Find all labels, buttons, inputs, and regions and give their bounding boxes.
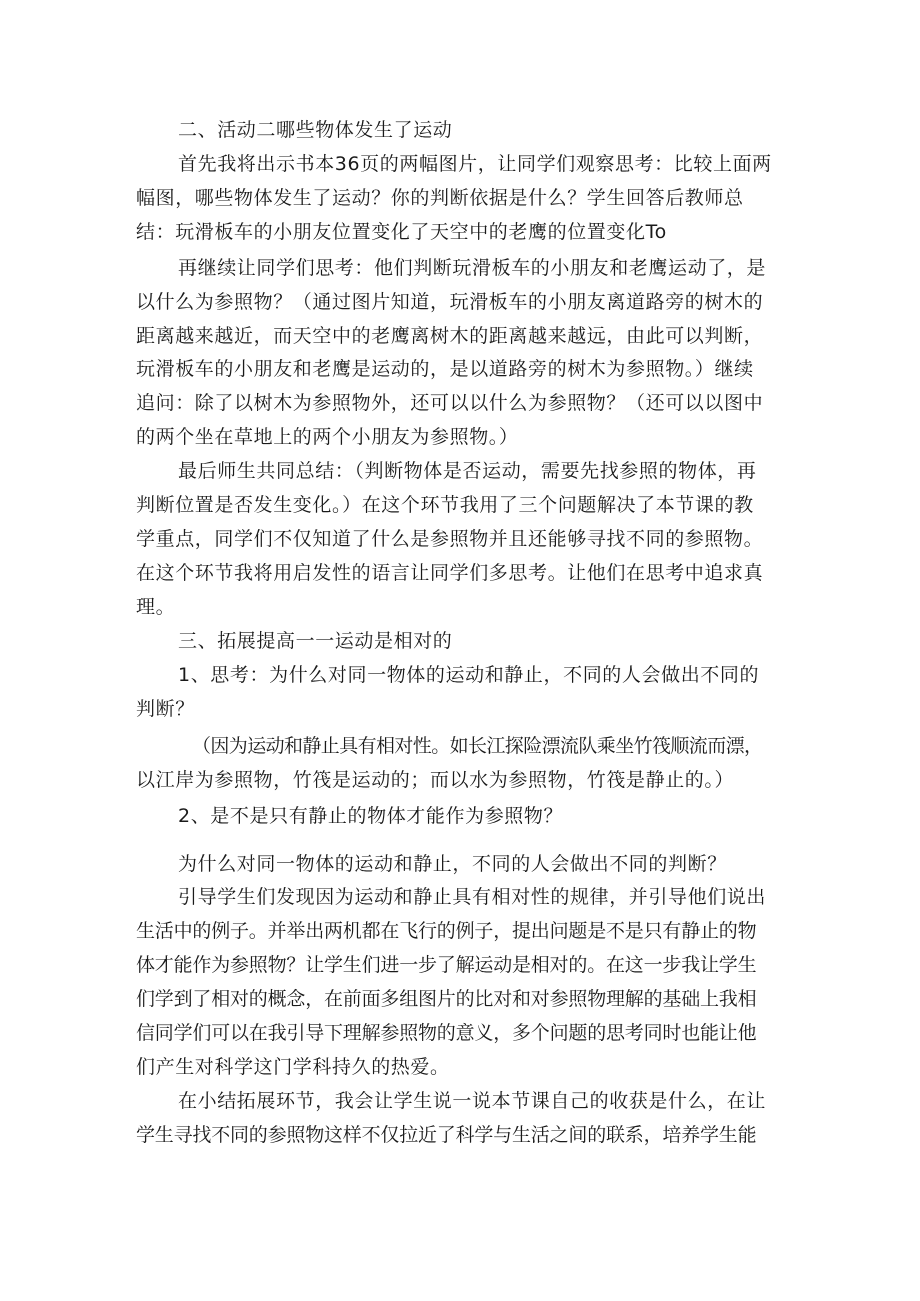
question-line: 2、是不是只有静止的物体才能作为参照物？: [178, 805, 564, 827]
paragraph-line: 首先我将出示书本36页的两幅图片，让同学们观察思考：比较上面两: [178, 153, 772, 175]
paragraph-line: 幅图，哪些物体发生了运动？你的判断依据是什么？学生回答后教师总: [136, 187, 744, 209]
paragraph-line: 判断位置是否发生变化。）在这个环节我用了三个问题解决了本节课的教: [136, 494, 754, 516]
paragraph-line: 以什么为参照物？（通过图片知道，玩滑板车的小朋友离道路旁的树木的: [136, 291, 764, 313]
paragraph-line: 理。: [136, 596, 176, 618]
paragraph-line: 生活中的例子。并举出两机都在飞行的例子，提出问题是不是只有静止的物: [136, 920, 757, 942]
paragraph-line: 的两个坐在草地上的两个小朋友为参照物。）: [136, 426, 519, 448]
paragraph-line: 引导学生们发现因为运动和静止具有相对性的规律，并引导他们说出: [178, 886, 767, 908]
question-line: 判断？: [136, 698, 195, 720]
question-line: 1、思考：为什么对同一物体的运动和静止，不同的人会做出不同的: [178, 664, 760, 686]
paragraph-line: 学生寻找不同的参照物这样不仅拉近了科学与生活之间的联系，培养学生能: [136, 1124, 757, 1146]
paragraph-line: 为什么对同一物体的运动和静止，不同的人会做出不同的判断？: [178, 853, 727, 875]
answer-line: 以江岸为参照物，竹筏是运动的；而以水为参照物，竹筏是静止的。）: [136, 769, 735, 791]
section-heading-extension: 三、拓展提高一一运动是相对的: [178, 630, 453, 652]
paragraph-line: 再继续让同学们思考：他们判断玩滑板车的小朋友和老鹰运动了，是: [178, 257, 767, 279]
paragraph-line: 在小结拓展环节，我会让学生说一说本节课自己的收获是什么，在让: [178, 1090, 767, 1112]
answer-line: （因为运动和静止具有相对性。如长江探险漂流队乘坐竹筏顺流而漂，: [192, 735, 763, 757]
paragraph-line: 们产生对科学这门学科持久的热爱。: [136, 1056, 450, 1078]
paragraph-line: 学重点，同学们不仅知道了什么是参照物并且还能够寻找不同的参照物。: [136, 528, 764, 550]
paragraph-line: 在这个环节我将用启发性的语言让同学们多思考。让他们在思考中追求真: [136, 562, 764, 584]
paragraph-line: 体才能作为参照物？让学生们进一步了解运动是相对的。在这一步我让学生: [136, 954, 757, 976]
paragraph-line: 玩滑板车的小朋友和老鹰是运动的，是以道路旁的树木为参照物。）继续: [136, 358, 754, 380]
paragraph-line: 结：玩滑板车的小朋友位置变化了天空中的老鹰的位置变化To: [136, 221, 667, 243]
paragraph-line: 最后师生共同总结：（判断物体是否运动，需要先找参照的物体，再: [178, 460, 757, 482]
paragraph-line: 距离越来越近，而天空中的老鹰离树木的距离越来越远，由此可以判断，: [136, 325, 764, 347]
section-heading-activity-2: 二、活动二哪些物体发生了运动: [178, 119, 453, 141]
paragraph-line: 信同学们可以在我引导下理解参照物的意义，多个问题的思考同时也能让他: [136, 1022, 757, 1044]
paragraph-line: 追问：除了以树木为参照物外，还可以以什么为参照物？（还可以以图中: [136, 392, 764, 414]
paragraph-line: 们学到了相对的概念，在前面多组图片的比对和对参照物理解的基础上我相: [136, 988, 757, 1010]
